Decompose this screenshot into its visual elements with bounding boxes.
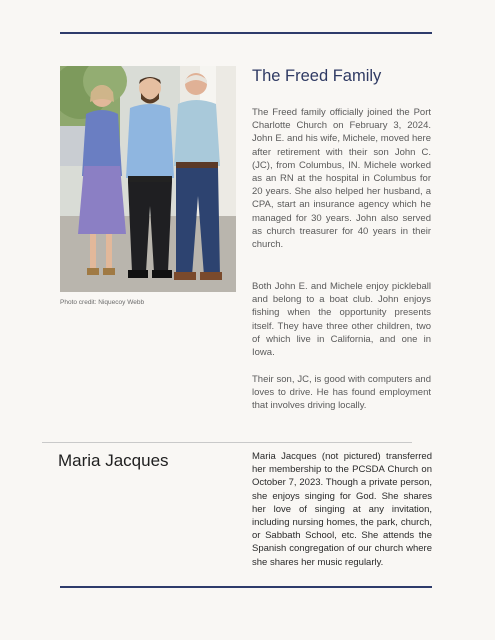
freed-paragraph-2: Both John E. and Michele enjoy pickleball and belong to a boat club. John enjoys fishing when the opportunity presents itself. They have three other children, two of which live in California, and one in Iowa. [252,281,431,359]
section-divider [42,442,412,443]
freed-paragraph-1: The Freed family officially joined the Port Charlotte Church on February 3, 2024. John E. and his wife, Michele, moved here after retirement with their son John C. (JC), from Columbus, IN. Michele worked as an RN at the hospital in Columbus for 20 years. She also helped her husband, a CPA, start an insurance agency which he managed for 30 years. John also served as church treasurer for 40 years in their church. [252,107,431,251]
top-divider [60,32,432,34]
maria-jacques-heading: Maria Jacques [58,451,169,470]
photo-credit: Photo credit: Niquecoy Webb [60,299,145,306]
maria-jacques-paragraph: Maria Jacques (not pictured) transferred her membership to the PCSDA Church on October 7, 2023. Though a private person, she enjoys singing for God. She shares her love of singing at any invitation, including nursing homes, the park, church, or Sabbath School, etc. She attends the Spanish congregation of our church where she shares her music regularly. [252,451,432,568]
bottom-divider [60,586,432,588]
family-photo [60,66,236,292]
freed-family-title: The Freed Family [252,67,382,85]
freed-paragraph-3: Their son, JC, is good with computers and loves to drive. He has found employment that involves driving locally. [252,374,431,412]
